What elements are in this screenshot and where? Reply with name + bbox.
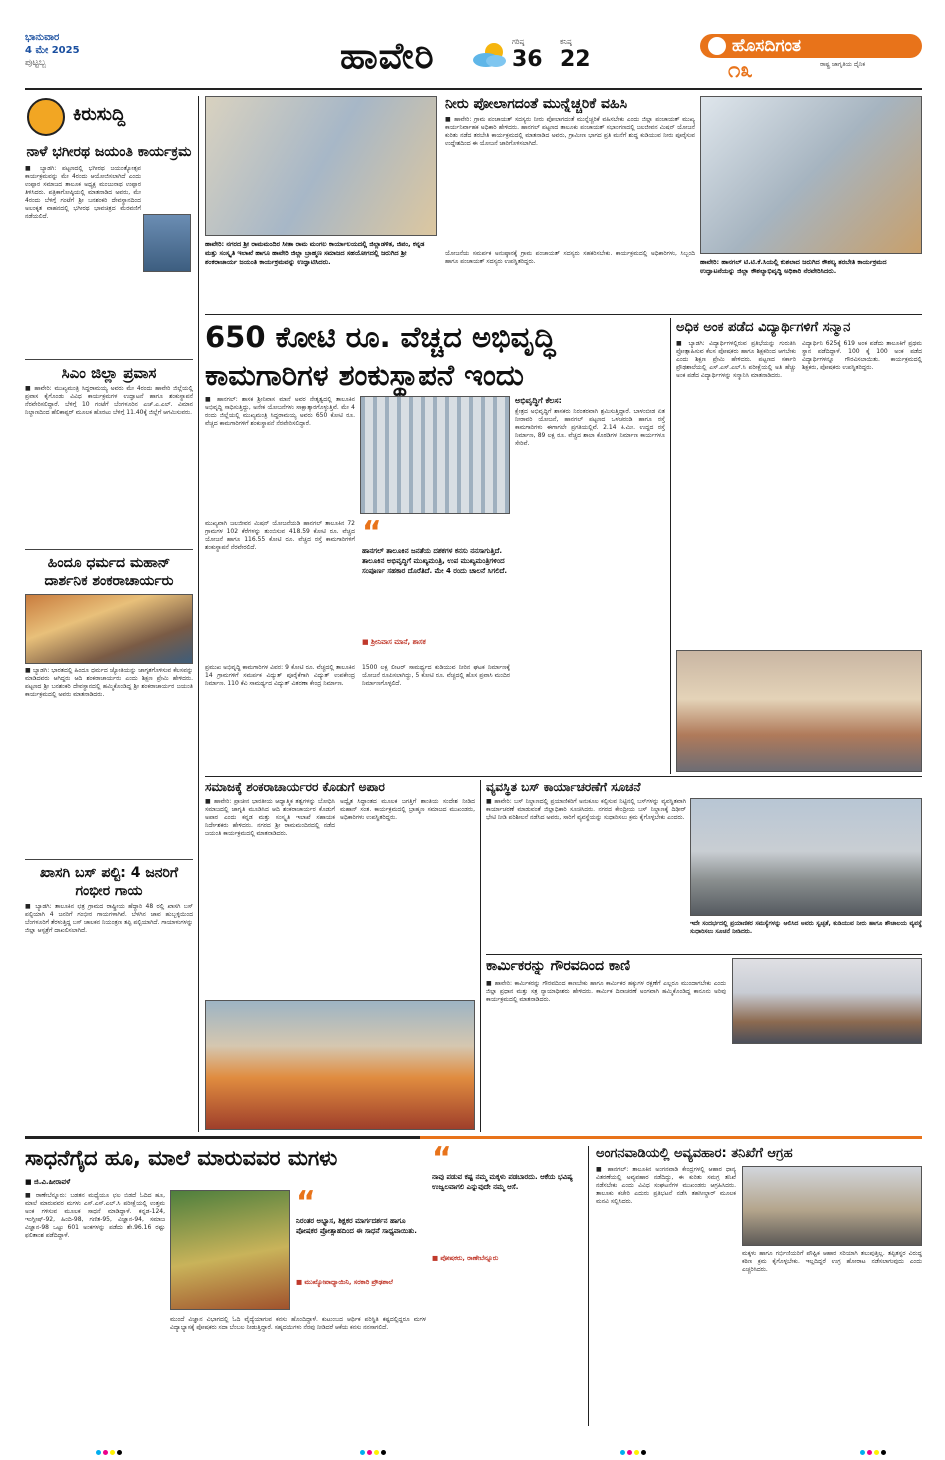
mid-story-title: ನೀರು ಪೋಲಾಗದಂತೆ ಮುನ್ನೆಚ್ಚರಿಕೆ ವಹಿಸಿ <box>445 96 628 112</box>
quote-icon-3: “ <box>432 1141 452 1176</box>
mid-story-body-1: ■ ಹಾವೇರಿ: ಗ್ರಾಮ ಪಂಚಾಯತ್ ಸದಸ್ಯರು ನೀರು ಪೋಲಾಗದಂತೆ ಮುನ್ನೆಚ್ಚರಿಕೆ ವಹಿಸಬೇಕು ಎಂದು ಜಿಲ್ಲಾ ಪಂಚಾಯತ್ ಮುಖ್ಯ ಕಾರ್ಯನಿರ್ವಾಹಕ ಅಧಿಕಾರಿ ಹೇಳಿದರು. ಹಾನಗಲ್ ಪಟ್ಟಣದ ತಾಲೂಕು ಪಂಚಾಯತ್ ಸಭಾಂಗಣದಲ್ಲಿ ಜಲಜೀವನ ಮಿಷನ್ ಯೋಜನೆ ಕುರಿತು ನಡೆದ ತರಬೇತಿ ಕಾರ್ಯಕ್ರಮದಲ್ಲಿ ಮಾತನಾಡಿದ ಅವರು, ಗ್ರಾಮೀಣ ಭಾಗದ ಪ್ರತಿ ಮನೆಗೆ ಶುದ್ಧ ಕುಡಿಯುವ ನೀರು ಪೂರೈಸುವ ಉದ್ದೇಶದಿಂದ ಈ ಯೋಜನೆ ಜಾರಿಗೊಳಿಸಲಾಗಿದೆ. <box>445 116 695 147</box>
lead-quote-box <box>362 515 510 660</box>
section-title: ಕಿರುಸುದ್ದಿ <box>73 104 126 125</box>
hand-icon <box>27 98 65 136</box>
bottom-story-3-body: ■ ಹಾನಗಲ್: ತಾಲೂಕಿನ ಅಂಗನವಾಡಿ ಕೇಂದ್ರಗಳಲ್ಲಿ ಆಹಾರ ಧಾನ್ಯ ವಿತರಣೆಯಲ್ಲಿ ಅವ್ಯವಹಾರ ನಡೆದಿದ್ದು, ಈ ಕುರಿತು ಸಮಗ್ರ ತನಿಖೆ ನಡೆಸಬೇಕು ಎಂದು ವಿವಿಧ ಸಂಘಟನೆಗಳ ಮುಖಂಡರು ಆಗ್ರಹಿಸಿದರು. ತಾಲೂಕು ಕಚೇರಿ ಎದುರು ಪ್ರತಿಭಟನೆ ನಡೆಸಿ ತಹಸೀಲ್ದಾರ್ ಮೂಲಕ ಮನವಿ ಸಲ್ಲಿಸಿದರು. <box>596 1166 736 1205</box>
kiru-body-4: ■ ಬ್ಯಾಡಗಿ: ತಾಲೂಕಿನ ಛತ್ರ ಗ್ರಾಮದ ರಾಷ್ಟ್ರೀಯ ಹೆದ್ದಾರಿ 48 ರಲ್ಲಿ ಖಾಸಗಿ ಬಸ್ ಪಲ್ಟಿಯಾಗಿ 4 ಜನರಿಗೆ ಗಂಭೀರ ಗಾಯಗಳಾಗಿವೆ. ಬೆಳಗಿನ ಜಾವ ಹುಬ್ಬಳ್ಳಿಯಿಂದ ಬೆಂಗಳೂರಿಗೆ ತೆರಳುತ್ತಿದ್ದ ಬಸ್ ಚಾಲಕನ ನಿಯಂತ್ರಣ ತಪ್ಪಿ ಪಲ್ಟಿಯಾಗಿದೆ. ಗಾಯಾಳುಗಳನ್ನು ಜಿಲ್ಲಾ ಆಸ್ಪತ್ರೆಗೆ ದಾಖಲಿಸಲಾಗಿದೆ. <box>25 903 193 934</box>
kiru-title-3: ಹಿಂದೂ ಧರ್ಮದ ಮಹಾನ್ ದಾರ್ಶನಿಕ ಶಂಕರಾಚಾರ್ಯರು <box>25 549 193 590</box>
paper-tagline: ರಾಷ್ಟ್ರ ಜಾಗೃತಿಯ ದೈನಿಕ <box>820 61 866 68</box>
lead-title <box>205 318 668 394</box>
top-caption-1: ಹಾವೇರಿ: ನಗರದ ಶ್ರೀ ರಾಮಮಂದಿರ ಸೀತಾ ರಾಮ ಮಂಗಲ ಕಾರ್ಯಾಲಯದಲ್ಲಿ ಜಿಲ್ಲಾಡಳಿತ, ಜಿಪಂ, ಕನ್ನಡ ಮತ್ತು ಸಂಸ್ಕೃತಿ ಇಲಾಖೆ ಹಾಗೂ ಹಾವೇರಿ ಜಿಲ್ಲಾ ಬ್ರಾಹ್ಮಣ ಸಮಾಜದ ಸಹಯೋಗದಲ್ಲಿ ಜರುಗಿದ ಶ್ರೀ ಶಂಕರಾಚಾರ್ಯ ಜಯಂತಿ ಕಾರ್ಯಕ್ರಮವನ್ನು ಉದ್ಘಾಟಿಸಿದರು. <box>205 240 425 266</box>
weather-icon <box>470 40 510 70</box>
max-temp-value: 36 <box>512 47 543 72</box>
paper-logo <box>700 34 922 58</box>
page-number: ೧೩ <box>728 58 753 83</box>
bottom-story-1-title: ಸಾಧನೆಗೈದ ಹೂ, ಮಾಲೆ ಮಾರುವವರ ಮಗಳು <box>25 1146 338 1170</box>
lead-col-3 <box>515 396 665 772</box>
city-title: ಹಾವೇರಿ <box>340 36 435 77</box>
bus-body: ■ ಹಾವೇರಿ: ಬಸ್ ನಿಲ್ದಾಣದಲ್ಲಿ ಪ್ರಯಾಣಿಕರಿಗೆ ಅನುಕೂಲ ಕಲ್ಪಿಸುವ ನಿಟ್ಟಿನಲ್ಲಿ ಬಸ್‌ಗಳನ್ನು ವ್ಯವಸ್ಥಿತವಾಗಿ ಕಾರ್ಯಾಚರಣೆ ಮಾಡುವಂತೆ ಜಿಲ್ಲಾಧಿಕಾರಿ ಸೂಚಿಸಿದರು. ನಗರದ ಕೇಂದ್ರೀಯ ಬಸ್ ನಿಲ್ದಾಣಕ್ಕೆ ದಿಢೀರ್ ಭೇಟಿ ನೀಡಿ ಪರಿಶೀಲನೆ ನಡೆಸಿದ ಅವರು, ಸಾರಿಗೆ ವ್ಯವಸ್ಥೆಯನ್ನು ಸುಧಾರಿಸಲು ಕ್ರಮ ಕೈಗೊಳ್ಳಬೇಕು ಎಂದರು. <box>486 798 686 821</box>
mid-story-body-2: ಯೋಜನೆಯ ಸಮರ್ಪಕ ಅನುಷ್ಠಾನಕ್ಕೆ ಗ್ರಾಮ ಪಂಚಾಯತ್ ಸದಸ್ಯರು ಸಹಕರಿಸಬೇಕು. ಕಾರ್ಯಕ್ರಮದಲ್ಲಿ ಅಧಿಕಾರಿಗಳು, ಸಿಬ್ಬಂದಿ ಹಾಗೂ ಪಂಚಾಯತ್ ಸದಸ್ಯರು ಉಪಸ್ಥಿತರಿದ್ದರು. <box>445 250 695 265</box>
top-photo-1 <box>205 96 437 236</box>
max-temp-label: ಗರಿಷ್ಠ <box>512 38 525 46</box>
paper-name: ಹೊಸದಿಗಂತ <box>732 36 802 56</box>
bottom-quote-2-by: ■ ಪೋಷಕರು, ರಾಣೇಬೆನ್ನೂರು <box>432 1254 499 1262</box>
lead-body-3: ಪ್ರಮುಖ ಅಭಿವೃದ್ಧಿ ಕಾಮಗಾರಿಗಳ ವಿವರ: 9 ಕೋಟಿ ರೂ. ವೆಚ್ಚದಲ್ಲಿ ತಾಲೂಕಿನ 14 ಗ್ರಾಮಗಳಿಗೆ ಸಮರ್ಪಕ ವಿದ್ಯುತ್ ಪೂರೈಕೆಗಾಗಿ ವಿದ್ಯುತ್ ಉಪಕೇಂದ್ರ ನಿರ್ಮಾಣ. 110 ಕೆವಿ ಸಾಮರ್ಥ್ಯದ ವಿದ್ಯುತ್ ವಿತರಣಾ ಕೇಂದ್ರ ನಿರ್ಮಾಣ. <box>205 664 355 687</box>
lead-body-1: ■ ಹಾನಗಲ್: ಶಾಸಕ ಶ್ರೀನಿವಾಸ ಮಾನೆ ಅವರ ನೇತೃತ್ವದಲ್ಲಿ ತಾಲೂಕಿನ ಅಭಿವೃದ್ಧಿ ಸಾಧಿಸುತ್ತಿದ್ದು, ಅನೇಕ ಯೋಜನೆಗಳು ಸಾಕ್ಷಾತ್ಕಾರಗೊಳ್ಳುತ್ತಿವೆ. ಮೇ 4 ರಂದು ಜಿಲ್ಲೆಯಲ್ಲಿ ಮುಖ್ಯಮಂತ್ರಿ ಸಿದ್ದರಾಮಯ್ಯ ಅವರು 650 ಕೋಟಿ ರೂ. ವೆಚ್ಚದ ಕಾಮಗಾರಿಗಳಿಗೆ ಶಂಕುಸ್ಥಾಪನೆ ನೆರವೇರಿಸಲಿದ್ದಾರೆ. <box>205 396 355 427</box>
procession-photo <box>205 1000 475 1130</box>
labour-rule <box>486 954 922 955</box>
lead-body-4: 1500 ಲಕ್ಷ ಲೀಟರ್ ಸಾಮರ್ಥ್ಯದ ಕುಡಿಯುವ ನೀರಿನ ಘಟಕ ನಿರ್ಮಾಣಕ್ಕೆ ಯೋಜನೆ ರೂಪಿಸಲಾಗಿದ್ದು, 5 ಕೋಟಿ ರೂ. ವೆಚ್ಚದಲ್ಲಿ ಹೊಸ ಪ್ರವಾಸಿ ಮಂದಿರ ನಿರ್ಮಾಣಗೊಳ್ಳಲಿದೆ. <box>362 664 510 687</box>
anganwadi-photo <box>742 1166 922 1246</box>
kiru-body-1: ■ ಬ್ಯಾಡಗಿ: ಪಟ್ಟಣದಲ್ಲಿ ಭಗೀರಥ ಜಯಂತ್ಯೋತ್ಸವ ಕಾರ್ಯಕ್ರಮವನ್ನು ಮೇ 4ರಂದು ಆಯೋಜಿಸಲಾಗಿದೆ ಎಂದು ಉಪ್ಪಾರ ಸಮಾಜದ ತಾಲೂಕ ಅಧ್ಯಕ್ಷ ಮಂಜುನಾಥ ಉಪ್ಪಾರ ತಿಳಿಸಿದರು. ಪತ್ರಿಕಾಗೋಷ್ಠಿಯಲ್ಲಿ ಮಾತನಾಡಿದ ಅವರು, ಮೇ 4ರಂದು ಬೆಳಿಗ್ಗೆ ಗಂಟೆಗೆ ಶ್ರೀ ಬನಶಂಕರಿ ದೇವಸ್ಥಾನದಿಂದ ಅಲಂಕೃತ ವಾಹನದಲ್ಲಿ ಭಗೀರಥ ಭಾವಚಿತ್ರದ ಮೆರವಣಿಗೆ ನಡೆಯಲಿದೆ. <box>25 165 141 220</box>
lead-subhead: ಅಭಿವೃದ್ಧಿಗೆ ಕೆಲಸ: <box>515 396 562 405</box>
right-photo-students <box>676 650 922 772</box>
bottom-quote-2-box <box>432 1141 582 1296</box>
lead-right-divider <box>670 318 671 774</box>
print-marks-right <box>620 1440 648 1459</box>
bottom-quote-1-by: ■ ಮುಖ್ಯೋಪಾಧ್ಯಾಯಿನಿ, ಸರಕಾರಿ ಪ್ರೌಢಶಾಲೆ <box>296 1278 393 1286</box>
max-temp-block <box>512 38 543 72</box>
lead-title-line-2: ಕಾಮಗಾರಿಗಳ ಶಂಕುಸ್ಥಾಪನೆ ಇಂದು <box>205 358 524 392</box>
kiru-title-1: ನಾಳೆ ಭಗೀರಥ ಜಯಂತಿ ಕಾರ್ಯಕ್ರಮ <box>26 144 192 160</box>
bottom-divider <box>588 1146 589 1426</box>
labour-body: ■ ಹಾವೇರಿ: ಕಾರ್ಮಿಕರನ್ನು ಗೌರವದಿಂದ ಕಾಣಬೇಕು ಹಾಗೂ ಕಾರ್ಮಿಕರ ಹಕ್ಕುಗಳ ರಕ್ಷಣೆಗೆ ಎಲ್ಲರೂ ಮುಂದಾಗಬೇಕು ಎಂದು ಜಿಲ್ಲಾ ಪ್ರಧಾನ ಮತ್ತು ಸತ್ರ ನ್ಯಾಯಾಧೀಶರು ಹೇಳಿದರು. ಕಾರ್ಮಿಕ ದಿನಾಚರಣೆ ಅಂಗವಾಗಿ ಹಮ್ಮಿಕೊಂಡಿದ್ದ ಕಾನೂನು ಅರಿವು ಕಾರ್ಯಕ್ರಮದಲ್ಲಿ ಮಾತನಾಡಿದರು. <box>486 980 726 1003</box>
lead-title-line-1: 650 ಕೋಟಿ ರೂ. ವೆಚ್ಚದ ಅಭಿವೃದ್ಧಿ <box>205 320 556 354</box>
lead-quote-by: ■ ಶ್ರೀನಿವಾಸ ಮಾನೆ, ಶಾಸಕ <box>362 638 426 646</box>
right-body-2: ವಿದ್ಯಾರ್ಥಿನಿ 625ಕ್ಕೆ 619 ಅಂಕ ಪಡೆದು ತಾಲೂಕಿಗೆ ಪ್ರಥಮ ಸ್ಥಾನ ಪಡೆದಿದ್ದಾಳೆ. 100 ಕ್ಕೆ 100 ಅಂಕ ಪಡೆದ ವಿದ್ಯಾರ್ಥಿಗಳನ್ನೂ ಗೌರವಿಸಲಾಯಿತು. ಕಾರ್ಯಕ್ರಮದಲ್ಲಿ ಶಿಕ್ಷಕರು, ಪೋಷಕರು ಉಪಸ್ಥಿತರಿದ್ದರು. <box>802 340 922 371</box>
left-story-photo <box>25 594 193 664</box>
top-photo-3 <box>700 96 922 254</box>
bottom-quote-1: ನಿರಂತರ ಅಭ್ಯಾಸ, ಶಿಕ್ಷಕರ ಮಾರ್ಗದರ್ಶನ ಹಾಗೂ ಪೋಷಕರ ಪ್ರೋತ್ಸಾಹದಿಂದ ಈ ಸಾಧನೆ ಸಾಧ್ಯವಾಯಿತು. <box>296 1217 417 1235</box>
middle-divider <box>480 780 481 1132</box>
kiru-body-2: ■ ಹಾವೇರಿ: ಮುಖ್ಯಮಂತ್ರಿ ಸಿದ್ದರಾಮಯ್ಯ ಅವರು ಮೇ 4ರಂದು ಹಾವೇರಿ ಜಿಲ್ಲೆಯಲ್ಲಿ ಪ್ರವಾಸ ಕೈಗೊಂಡು ವಿವಿಧ ಕಾರ್ಯಕ್ರಮಗಳ ಉದ್ಘಾಟನೆ ಹಾಗೂ ಶಂಕುಸ್ಥಾಪನೆ ನೆರವೇರಿಸಲಿದ್ದಾರೆ. ಬೆಳಿಗ್ಗೆ 10 ಗಂಟೆಗೆ ಬೆಂಗಳೂರಿನ ಎಚ್.ಎ.ಎಲ್. ವಿಮಾನ ನಿಲ್ದಾಣದಿಂದ ಹೆಲಿಕಾಪ್ಟರ್ ಮೂಲಕ ಹೊರಟು ಬೆಳಿಗ್ಗೆ 11.40ಕ್ಕೆ ಜಿಲ್ಲೆಗೆ ಆಗಮಿಸುವರು. <box>25 385 193 416</box>
print-marks-far-right <box>860 1440 888 1459</box>
bus-photo <box>690 798 922 916</box>
bottom-accent-bar <box>420 1136 922 1139</box>
bus-caption: ಇದೇ ಸಂದರ್ಭದಲ್ಲಿ ಪ್ರಯಾಣಿಕರ ಸಮಸ್ಯೆಗಳನ್ನು ಆಲಿಸಿದ ಅವರು ಸ್ವಚ್ಛತೆ, ಕುಡಿಯುವ ನೀರು ಹಾಗೂ ಶೌಚಾಲಯ ವ್ಯವಸ್ಥೆ ಸುಧಾರಿಸಲು ಸೂಚನೆ ನೀಡಿದರು. <box>690 920 922 935</box>
bottom-story-3-body-2: ಮಕ್ಕಳು ಹಾಗೂ ಗರ್ಭಿಣಿಯರಿಗೆ ಪೌಷ್ಟಿಕ ಆಹಾರ ಸರಿಯಾಗಿ ತಲುಪುತ್ತಿಲ್ಲ. ತಪ್ಪಿತಸ್ಥರ ವಿರುದ್ಧ ಕಠಿಣ ಕ್ರಮ ಕೈಗೊಳ್ಳಬೇಕು. ಇಲ್ಲದಿದ್ದರೆ ಉಗ್ರ ಹೋರಾಟ ನಡೆಸಲಾಗುವುದು ಎಂದು ಎಚ್ಚರಿಸಿದರು. <box>742 1250 922 1273</box>
quote-icon: “ <box>362 515 382 550</box>
min-temp-block <box>560 38 591 72</box>
top-caption-3: ಹಾವೇರಿ: ಹಾನಗಲ್ ಟಿ.ಟಿ.ಕೆ.ಸಿಯಲ್ಲಿ ಕುಶಲಾದ ಜರುಗಿದ ಕೌಶಲ್ಯ ತರಬೇತಿ ಕಾರ್ಯಕ್ರಮದ ಉದ್ಘಾಟನೆಯನ್ನು ಜಿಲ್ಲಾ ಕೌಶಲ್ಯಾಭಿವೃದ್ಧಿ ಅಧಿಕಾರಿ ನೆರವೇರಿಸಿದರು. <box>700 258 887 275</box>
lead-body-5: ಕ್ಷೇತ್ರದ ಅಭಿವೃದ್ಧಿಗೆ ಶಾಸಕರು ನಿರಂತರವಾಗಿ ಶ್ರಮಿಸುತ್ತಿದ್ದಾರೆ. ಬಾಳಂಬೀಡ ಏತ ನೀರಾವರಿ ಯೋಜನೆ, ಹಾನಗಲ್ ಪಟ್ಟಣದ ಒಳಚರಂಡಿ ಹಾಗೂ ರಸ್ತೆ ಕಾಮಗಾರಿಗಳು ಈಗಾಗಲೇ ಪ್ರಗತಿಯಲ್ಲಿವೆ. 2.14 ಕಿ.ಮೀ. ಉದ್ದದ ರಸ್ತೆ ನಿರ್ಮಾಣ, 89 ಲಕ್ಷ ರೂ. ವೆಚ್ಚದ ಶಾಲಾ ಕೊಠಡಿಗಳ ನಿರ್ಮಾಣ ಕಾರ್ಯಗಳೂ ಸೇರಿವೆ. <box>515 408 665 447</box>
right-title: ಅಧಿಕ ಅಂಕ ಪಡೆದ ವಿದ್ಯಾರ್ಥಿಗಳಿಗೆ ಸನ್ಮಾನ <box>676 320 851 335</box>
masthead-rule <box>25 88 922 90</box>
bottom-quote-2: ನಾವು ಪಡುವ ಕಷ್ಟ ನಮ್ಮ ಮಕ್ಕಳು ಪಡಬಾರದು. ಆಕೆಯ ಭವಿಷ್ಯ ಉಜ್ವಲವಾಗಲಿ ಎನ್ನುವುದೇ ನಮ್ಮ ಆಸೆ. <box>432 1173 573 1191</box>
quote-icon-2: “ <box>296 1185 316 1220</box>
right-body-1: ■ ಬ್ಯಾಡಗಿ: ವಿದ್ಯಾರ್ಥಿಗಳಲ್ಲಿರುವ ಪ್ರತಿಭೆಯನ್ನು ಗುರುತಿಸಿ ಪ್ರೋತ್ಸಾಹಿಸುವ ಕೆಲಸ ಪೋಷಕರು ಹಾಗೂ ಶಿಕ್ಷಕರಿಂದ ಆಗಬೇಕು ಎಂದು ಶಿಕ್ಷಣ ಪ್ರೇಮಿ ಹೇಳಿದರು. ಪಟ್ಟಣದ ಸರ್ಕಾರಿ ಪ್ರೌಢಶಾಲೆಯಲ್ಲಿ ಎಸ್.ಎಸ್.ಎಲ್.ಸಿ ಪರೀಕ್ಷೆಯಲ್ಲಿ ಅತಿ ಹೆಚ್ಚು ಅಂಕ ಪಡೆದ ವಿದ್ಯಾರ್ಥಿಗಳನ್ನು ಸನ್ಮಾನಿಸಿ ಮಾತನಾಡಿದರು. <box>676 340 796 379</box>
labour-photo <box>732 958 922 1044</box>
bottom-story-1-body: ■ ರಾಣೇಬೆನ್ನೂರು: ಬಡತನ ಮಧ್ಯೆಯೂ ಛಲ ಬಿಡದೆ ಓದಿದ ಹೂ, ಮಾಲೆ ಮಾರುವವರ ಮಗಳು ಎಸ್.ಎಸ್.ಎಲ್.ಸಿ ಪರೀಕ್ಷೆಯಲ್ಲಿ ಉತ್ತಮ ಅಂಕ ಗಳಿಸುವ ಮೂಲಕ ಸಾಧನೆ ಮಾಡಿದ್ದಾಳೆ. ಕನ್ನಡ-124, ಇಂಗ್ಲೀಷ್-92, ಹಿಂದಿ-98, ಗಣಿತ-95, ವಿಜ್ಞಾನ-94, ಸಮಾಜ ವಿಜ್ಞಾನ-98 ಒಟ್ಟು 601 ಅಂಕಗಳನ್ನು ಪಡೆದು ಶೇ.96.16 ರಷ್ಟು ಫಲಿತಾಂಶ ಪಡೆದಿದ್ದಾಳೆ. <box>25 1192 165 1239</box>
min-temp-value: 22 <box>560 47 591 72</box>
bottom-story-1-byline: ■ ಜಿ.ವಿ.ಹೀರಾವಳೆ <box>25 1178 71 1186</box>
lead-quote-text: ಹಾನಗಲ್ ತಾಲೂಕಿನ ಜನತೆಯ ದಶಕಗಳ ಕನಸು ನನಸಾಗುತ್ತಿದೆ. ತಾಲೂಕಿನ ಅಭಿವೃದ್ಧಿಗೆ ಮುಖ್ಯಮಂತ್ರಿ, ಉಪ ಮುಖ್ಯಮಂತ್ರಿಗಳಿಂದ ಸಂಪೂರ್ಣ ಸಹಕಾರ ದೊರೆತಿದೆ. ಮೇ 4 ರಂದು ಚಾಲನೆ ಸಿಗಲಿದೆ. <box>362 547 508 575</box>
middle-body-1: ■ ಹಾವೇರಿ: ಪ್ರಾಚೀನ ಭಾರತೀಯ ಆಧ್ಯಾತ್ಮಿಕ ತತ್ವಗಳನ್ನು ಬೋಧಿಸಿ ಸಮಾಜದಲ್ಲಿ ಜಾಗೃತಿ ಮೂಡಿಸಿದ ಆದಿ ಶಂಕರಾಚಾರ್ಯರ ಕೊಡುಗೆ ಅಪಾರ ಎಂದು ಕನ್ನಡ ಮತ್ತು ಸಂಸ್ಕೃತಿ ಇಲಾಖೆ ಸಹಾಯಕ ನಿರ್ದೇಶಕರು ಹೇಳಿದರು. ನಗರದ ಶ್ರೀ ರಾಮಮಂದಿರದಲ್ಲಿ ನಡೆದ ಜಯಂತಿ ಕಾರ್ಯಕ್ರಮದಲ್ಲಿ ಮಾತನಾಡಿದರು. <box>205 798 335 837</box>
labour-title: ಕಾರ್ಮಿಕರನ್ನು ಗೌರವದಿಂದ ಕಾಣಿ <box>486 958 631 974</box>
bottom-quote-1-box <box>296 1185 426 1310</box>
masthead <box>0 0 945 92</box>
reporter-photo <box>143 214 191 272</box>
girl-photo <box>170 1190 290 1310</box>
mid-row-rule <box>205 776 922 777</box>
date-label: 4 ಮೇ 2025 <box>25 45 80 56</box>
bus-title: ವ್ಯವಸ್ಥಿತ ಬಸ್ ಕಾರ್ಯಾಚರಣೆಗೆ ಸೂಚನೆ <box>486 780 641 794</box>
lead-photo-substation <box>360 396 510 514</box>
kiru-body-3: ■ ಬ್ಯಾಡಗಿ: ಭಾರತದಲ್ಲಿ ಹಿಂದೂ ಧರ್ಮದ ಜ್ಯೋತಿಯನ್ನು ಜಾಗೃತಗೊಳಿಸುವ ಕೆಲಸವನ್ನು ಮಾಡಿದವರು ಆಗಿದ್ದರು ಆದಿ ಶಂಕರಾಚಾರ್ಯರು ಎಂದು ಶಿಕ್ಷಣ ಪ್ರೇಮಿ ಹೇಳಿದರು. ಪಟ್ಟಣದ ಶ್ರೀ ಬನಶಂಕರಿ ದೇವಸ್ಥಾನದಲ್ಲಿ ಹಮ್ಮಿಕೊಂಡಿದ್ದ ಶ್ರೀ ಶಂಕರಾಚಾರ್ಯರ ಜಯಂತಿ ಕಾರ್ಯಕ್ರಮದಲ್ಲಿ ಅವರು ಮಾತನಾಡಿದರು. <box>25 667 193 698</box>
middle-title: ಸಮಾಜಕ್ಕೆ ಶಂಕರಾಚಾರ್ಯರರ ಕೊಡುಗೆ ಅಪಾರ <box>205 780 385 794</box>
print-marks-left <box>96 1440 124 1459</box>
kiru-title-4: ಖಾಸಗಿ ಬಸ್ ಪಲ್ಟಿ: 4 ಜನರಿಗೆ ಗಂಭೀರ ಗಾಯ <box>25 859 193 900</box>
kiru-title-2: ಸಿಎಂ ಜಿಲ್ಲಾ ಪ್ರವಾಸ <box>25 359 193 382</box>
middle-body-2: ಅದ್ವೈತ ಸಿದ್ಧಾಂತದ ಮೂಲಕ ಜಗತ್ತಿಗೆ ಶಾಂತಿಯ ಸಂದೇಶ ನೀಡಿದ ಮಹಾನ್ ಸಂತ. ಕಾರ್ಯಕ್ರಮದಲ್ಲಿ ಬ್ರಾಹ್ಮಣ ಸಮಾಜದ ಮುಖಂಡರು, ಅಧಿಕಾರಿಗಳು ಉಪಸ್ಥಿತರಿದ್ದರು. <box>340 798 475 821</box>
bottom-story-1-body-2: ಮುಂದೆ ವಿಜ್ಞಾನ ವಿಭಾಗದಲ್ಲಿ ಓದಿ ವೈದ್ಯೆಯಾಗುವ ಕನಸು ಹೊಂದಿದ್ದಾಳೆ. ಕುಟುಂಬದ ಆರ್ಥಿಕ ಪರಿಸ್ಥಿತಿ ಕಷ್ಟದಲ್ಲಿದ್ದರೂ ಮಗಳ ವಿದ್ಯಾಭ್ಯಾಸಕ್ಕೆ ಪೋಷಕರು ಸದಾ ಬೆಂಬಲ ನೀಡುತ್ತಿದ್ದಾರೆ. ಸಹೃದಯಿಗಳು ನೆರವು ನೀಡಿದರೆ ಆಕೆಯ ಕನಸು ನನಸಾಗಲಿದೆ. <box>170 1316 426 1331</box>
lotus-icon <box>708 37 726 55</box>
left-column-divider <box>198 96 199 1132</box>
day-label: ಭಾನುವಾರ <box>25 32 60 43</box>
min-temp-label: ಕನಿಷ್ಠ <box>560 38 572 46</box>
left-column <box>25 96 193 1136</box>
section-header <box>25 96 193 138</box>
lead-body-2: ಮುಖ್ಯವಾಗಿ ಜಲಜೀವನ ಮಿಷನ್ ಯೋಜನೆಯಡಿ ಹಾನಗಲ್ ತಾಲೂಕಿನ 72 ಗ್ರಾಮಗಳ 102 ಕೆರೆಗಳನ್ನು ತುಂಬಿಸುವ 418.59 ಕೋಟಿ ರೂ. ವೆಚ್ಚದ ಯೋಜನೆ ಹಾಗೂ 116.55 ಕೋಟಿ ರೂ. ವೆಚ್ಚದ ರಸ್ತೆ ಕಾಮಗಾರಿಗಳಿಗೆ ಶಂಕುಸ್ಥಾಪನೆ ನೆರವೇರಲಿದೆ. <box>205 520 355 551</box>
bottom-story-3-title: ಅಂಗನವಾಡಿಯಲ್ಲಿ ಅವ್ಯವಹಾರ: ತನಿಖೆಗೆ ಆಗ್ರಹ <box>596 1146 793 1161</box>
date-block <box>25 32 145 68</box>
print-marks-mid <box>360 1440 388 1459</box>
page-label: ಪುಟ್ಟಬ್ಬ <box>25 58 46 68</box>
top-row-rule <box>205 314 922 315</box>
